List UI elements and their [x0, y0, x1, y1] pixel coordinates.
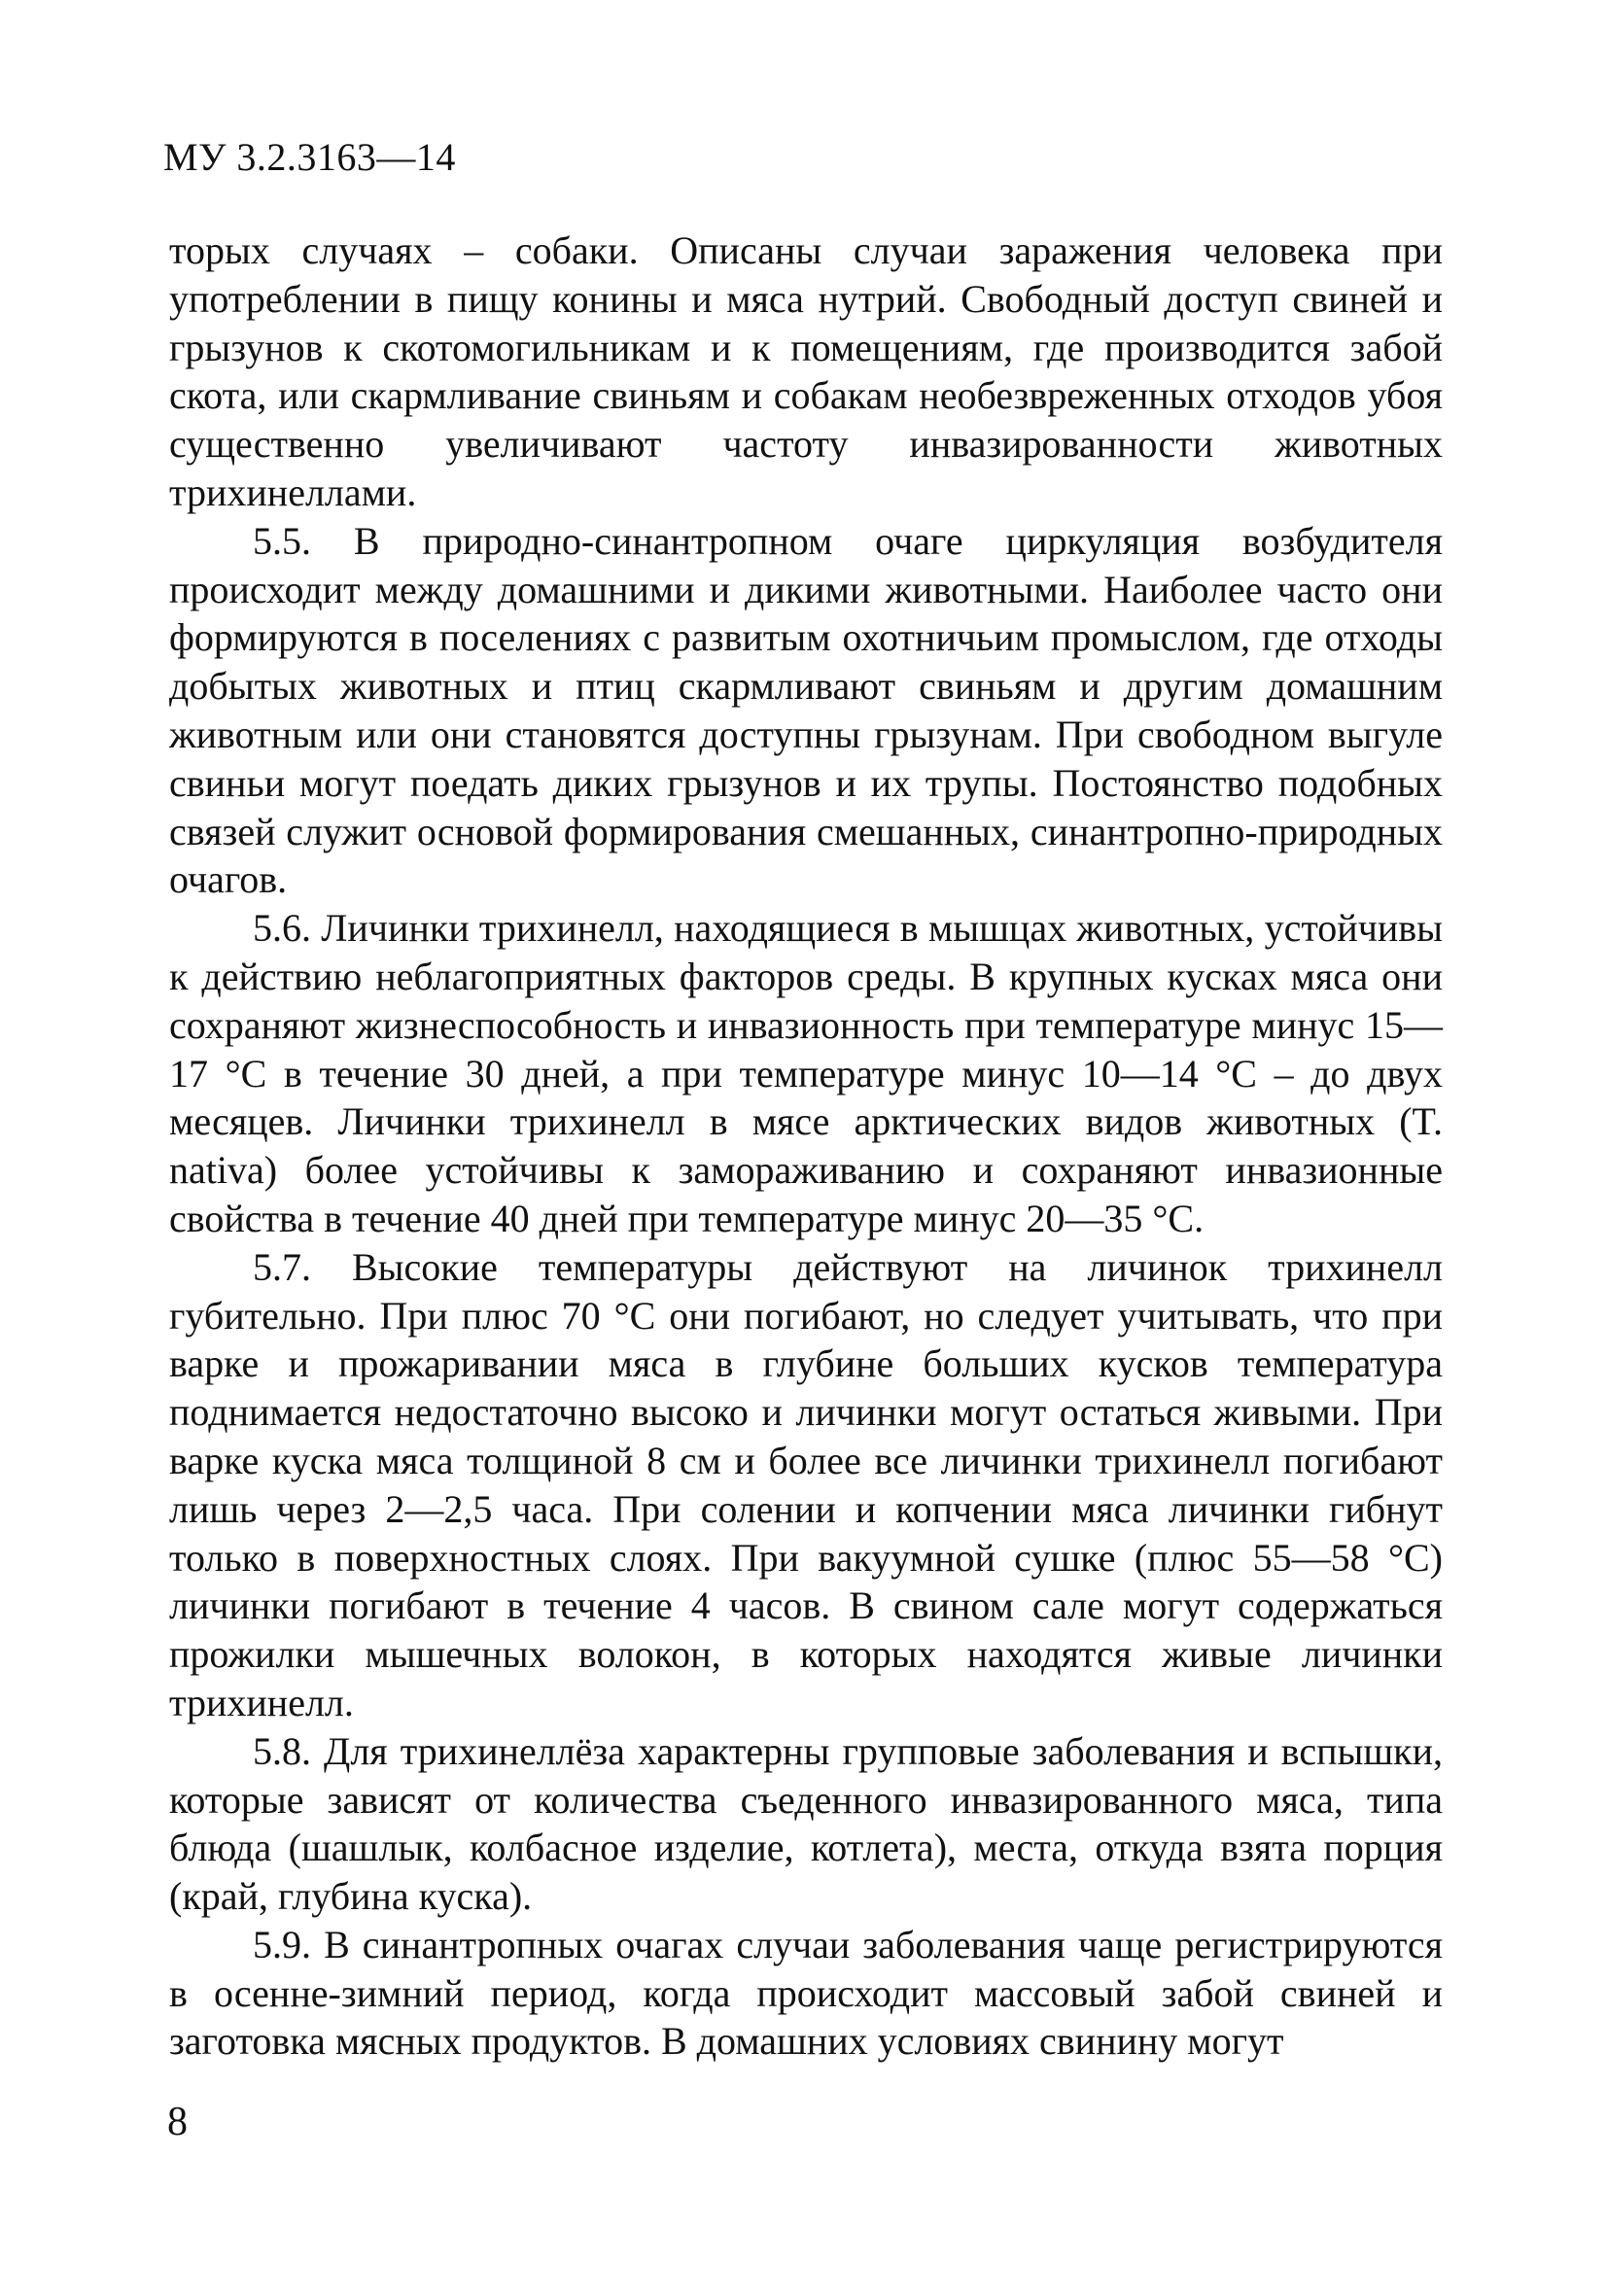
page-body	[169, 226, 1443, 2066]
paragraph-5-9: 5.9. В синантропных очагах случаи заболевания чаще регистрируются в осенне-зимний период, когда происходит массовый забой свиней и заготовка мясных продуктов. В домашних условиях свинину могут	[169, 1922, 1443, 2064]
page-number: 8	[167, 2100, 188, 2144]
paragraph-5-7: 5.7. Высокие температуры действуют на личинок трихинелл губительно. При плюс 70 °С они погибают, но следует учитывать, что при варке и прожаривании мяса в глубине больших кусков температура поднимается недостаточно высоко и личинки могут остаться живыми. При варке куска мяса толщиной 8 см и более все личинки трихинелл погибают лишь через 2—2,5 часа. При солении и копчении мяса личинки гибнут только в поверхностных слоях. При вакуумной сушке (плюс 55—58 °С) личинки погибают в течение 4 часов. В свином сале могут содержаться прожилки мышечных волокон, в которых находятся живые личинки трихинелл.	[169, 1244, 1443, 1724]
document-code-header: МУ 3.2.3163—14	[163, 135, 456, 179]
paragraph-5-5: 5.5. В природно-синантропном очаге циркуляция возбудителя происходит между домашними и дикими животными. Наиболее часто они формируются в поселениях с развитым охотничьим промыслом, где отходы добытых животных и птиц скармливают свиньям и другим домашним животным или они становятся доступны грызунам. При свободном выгуле свиньи могут поедать диких грызунов и их трупы. Постоянство подобных связей служит основой формирования смешанных, синантропно-природных очагов.	[169, 518, 1443, 902]
paragraph-5-8: 5.8. Для трихинеллёза характерны групповые заболевания и вспышки, которые зависят от количества съеденного инвазированного мяса, типа блюда (шашлык, колбасное изделие, котлета), места, откуда взята порция (край, глубина куска).	[169, 1728, 1443, 1919]
paragraph-continuation: торых случаях – собаки. Описаны случаи заражения человека при употреблении в пищу конины и мяса нутрий. Свободный доступ свиней и грызунов к скотомогильникам и к помещениям, где производится забой скота, или скармливание свиньям и собакам необезвреженных отходов убоя существенно увеличивают частоту инвазированности животных трихинеллами.	[169, 228, 1443, 514]
paragraph-5-6: 5.6. Личинки трихинелл, находящиеся в мышцах животных, устойчивы к действию неблагоприятных факторов среды. В крупных кусках мяса они сохраняют жизнеспособность и инвазионность при температуре минус 15—17 °С в течение 30 дней, а при температуре минус 10—14 °С – до двух месяцев. Личинки трихинелл в мясе арктических видов животных (T. nativa) более устойчивы к замораживанию и сохраняют инвазионные свойства в течение 40 дней при температуре минус 20—35 °С.	[169, 906, 1443, 1240]
